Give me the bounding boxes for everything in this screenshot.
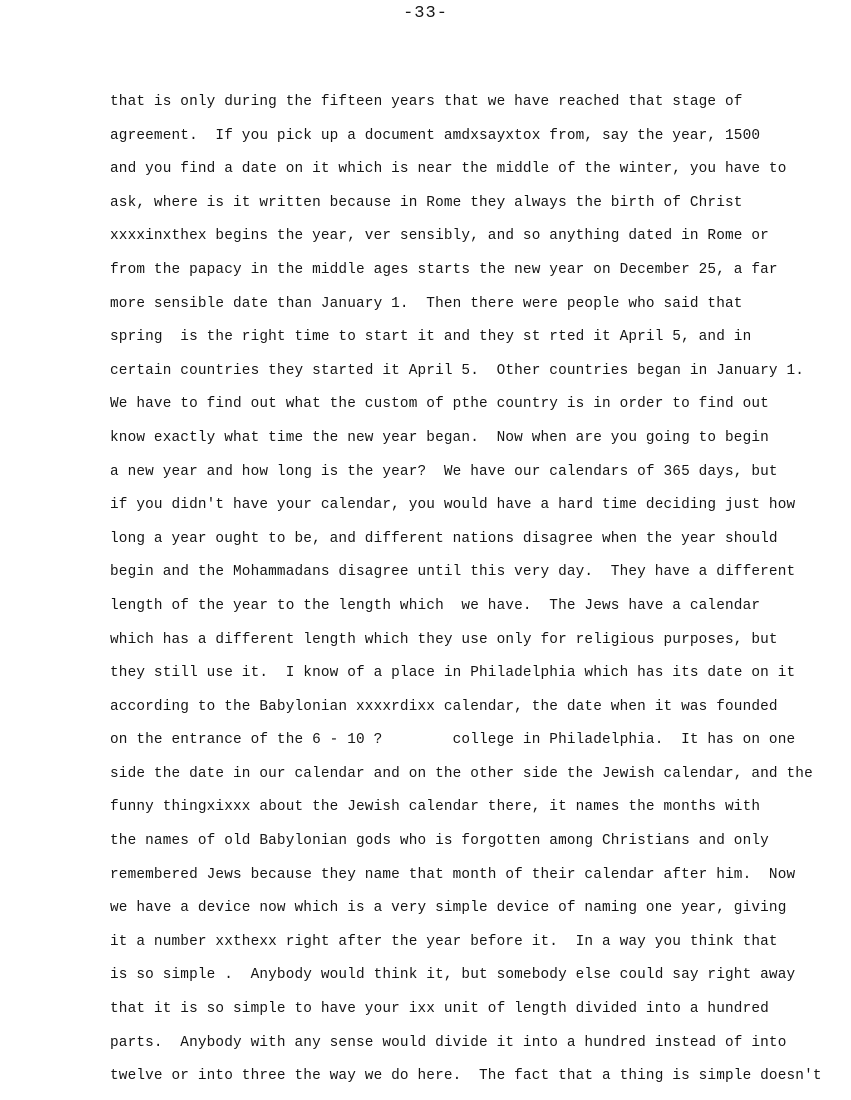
- text-line: and you find a date on it which is near the middle of the winter, you have to: [110, 161, 787, 178]
- text-line: it a number xxthexx right after the year before it. In a way you think that: [110, 933, 778, 950]
- text-line: parts. Anybody with any sense would divide it into a hundred instead of into: [110, 1034, 787, 1051]
- text-line: long a year ought to be, and different nations disagree when the year should: [110, 530, 778, 547]
- text-line: remembered Jews because they name that month of their calendar after him. Now: [110, 866, 796, 883]
- document-body: [110, 90, 845, 1098]
- text-line: begin and the Mohammadans disagree until this very day. They have a different: [110, 564, 796, 581]
- text-line: from the papacy in the middle ages starts the new year on December 25, a far: [110, 261, 778, 278]
- text-line: ask, where is it written because in Rome they always the birth of Christ: [110, 194, 743, 211]
- text-line: length of the year to the length which we have. The Jews have a calendar: [110, 597, 761, 614]
- text-line: a new year and how long is the year? We have our calendars of 365 days, but: [110, 463, 778, 480]
- text-line: know exactly what time the new year began. Now when are you going to begin: [110, 429, 769, 446]
- text-line: if you didn't have your calendar, you would have a hard time deciding just how: [110, 497, 796, 514]
- text-line: funny thingxixxx about the Jewish calendar there, it names the months with: [110, 799, 761, 816]
- text-line: xxxxinxthex begins the year, ver sensibly, and so anything dated in Rome or: [110, 228, 769, 245]
- text-line: we have a device now which is a very simple device of naming one year, giving: [110, 900, 787, 917]
- text-line: according to the Babylonian xxxxrdixx calendar, the date when it was founded: [110, 698, 778, 715]
- text-line: the names of old Babylonian gods who is forgotten among Christians and only: [110, 833, 769, 850]
- text-line: agreement. If you pick up a document amdxsayxtox from, say the year, 1500: [110, 127, 761, 144]
- text-line: spring is the right time to start it and they st rted it April 5, and in: [110, 329, 752, 346]
- text-line: they still use it. I know of a place in Philadelphia which has its date on it: [110, 665, 796, 682]
- page-number: -33-: [403, 4, 448, 23]
- text-line: twelve or into three the way we do here. The fact that a thing is simple doesn't: [110, 1068, 822, 1085]
- text-line: is so simple . Anybody would think it, but somebody else could say right away: [110, 967, 796, 984]
- text-line: which has a different length which they use only for religious purposes, but: [110, 631, 778, 648]
- text-line: on the entrance of the 6 - 10 ? college in Philadelphia. It has on one: [110, 732, 796, 749]
- text-line: We have to find out what the custom of pthe country is in order to find out: [110, 396, 769, 413]
- text-line: certain countries they started it April 5. Other countries began in January 1.: [110, 362, 805, 379]
- text-line: that is only during the fifteen years that we have reached that stage of: [110, 94, 743, 110]
- text-line: that it is so simple to have your ixx unit of length divided into a hundred: [110, 1001, 769, 1018]
- text-line: side the date in our calendar and on the other side the Jewish calendar, and the: [110, 765, 813, 782]
- text-line: more sensible date than January 1. Then there were people who said that: [110, 295, 743, 312]
